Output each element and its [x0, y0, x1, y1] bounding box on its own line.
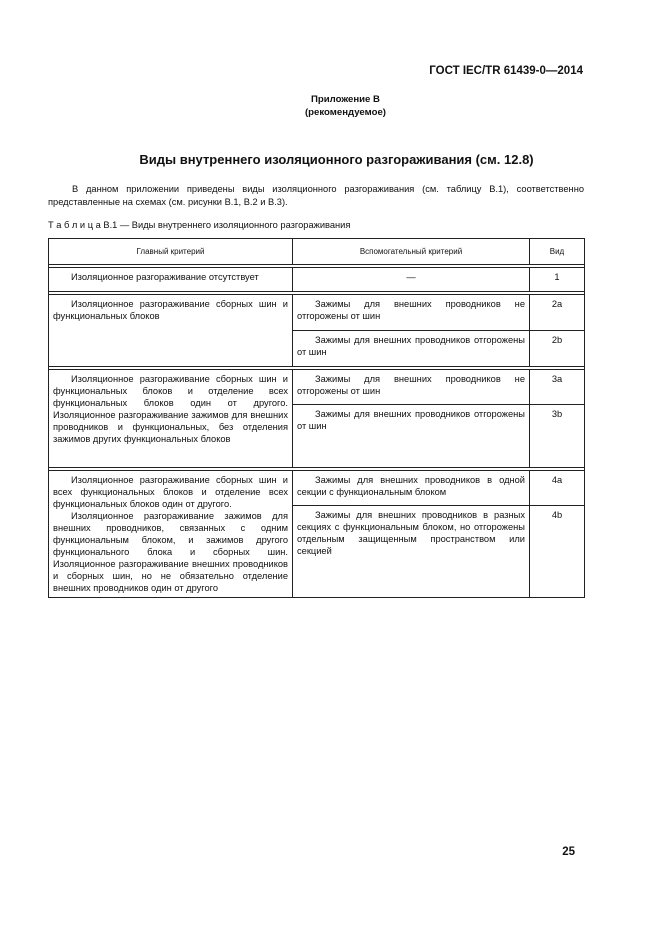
- main-criterion-1: Изоляционное разгораживание отсутствует: [71, 272, 259, 282]
- main-criterion-2: Изоляционное разгораживание сборных шин и функциональных блоков: [53, 299, 288, 321]
- table-caption-prefix: Т а б л и ц а: [48, 220, 101, 230]
- form-3a: 3а: [530, 370, 585, 405]
- table-caption: [48, 220, 350, 230]
- header-main-criterion: Главный критерий: [49, 239, 293, 265]
- standard-designation: ГОСТ IEC/TR 61439-0—2014: [429, 65, 583, 77]
- header-aux-criterion: Вспомогательный критерий: [293, 239, 530, 265]
- aux-criterion-2a: Зажимы для внешних проводников не отгорожены от шин: [297, 299, 525, 321]
- aux-criterion-3a: Зажимы для внешних проводников не отгорожены от шин: [297, 374, 525, 396]
- table-row: [49, 471, 585, 506]
- table-row: [49, 295, 585, 331]
- aux-criterion-1: —: [293, 268, 530, 292]
- main-criterion-3: Изоляционное разгораживание сборных шин и функциональных блоков и отделение всех функциональных блоков один от другого. Изоляционное разгораживание зажимов для внешних проводников и функциональных, без отделения зажимов других функциональных блоков: [53, 374, 288, 444]
- page-number: 25: [562, 846, 575, 858]
- form-4b: 4b: [530, 506, 585, 598]
- aux-criterion-4a: Зажимы для внешних проводников в одной секции с функциональным блоком: [297, 475, 525, 497]
- table-row: [49, 370, 585, 405]
- aux-criterion-3b: Зажимы для внешних проводников отгорожены от шин: [297, 409, 525, 431]
- annex-type: (рекомендуемое): [304, 107, 386, 118]
- table-caption-text: В.1 — Виды внутреннего изоляционного разгораживания: [100, 220, 351, 230]
- main-criterion-4-part2: Изоляционное разгораживание зажимов для внешних проводников, связанных с одним функциональным блоком, и зажимов другого функционального блока и сборных шин. Изоляционное разгораживание внешних проводников и сборных шин, но не обязательно отделение внешних проводников один от другого: [53, 511, 288, 593]
- annex-title: Виды внутреннего изоляционного разгораживания (см. 12.8): [139, 152, 534, 167]
- table-row: [49, 268, 585, 292]
- table-header-row: [49, 239, 585, 265]
- form-2a: 2а: [530, 295, 585, 331]
- aux-criterion-2b: Зажимы для внешних проводников отгорожены от шин: [297, 335, 525, 357]
- aux-criterion-4b: Зажимы для внешних проводников в разных секциях с функциональным блоком, но отгорожены отдельным защищенным пространством или секцией: [297, 510, 525, 556]
- intro-paragraph: В данном приложении приведены виды изоляционного разгораживания (см. таблицу В.1), соответственно представленные на схемах (см. рисунки В.1, В.2 и В.3).: [48, 184, 584, 207]
- form-2b: 2b: [530, 331, 585, 367]
- header-form: Вид: [530, 239, 585, 265]
- forms-table: [48, 238, 585, 598]
- annex-name: Приложение В: [311, 94, 380, 105]
- main-criterion-4-part1: Изоляционное разгораживание сборных шин и всех функциональных блоков и отделение всех функциональных блоков один от другого.: [53, 475, 288, 509]
- form-4a: 4а: [530, 471, 585, 506]
- form-3b: 3b: [530, 405, 585, 468]
- annex-heading: [0, 93, 661, 119]
- form-1: 1: [530, 268, 585, 292]
